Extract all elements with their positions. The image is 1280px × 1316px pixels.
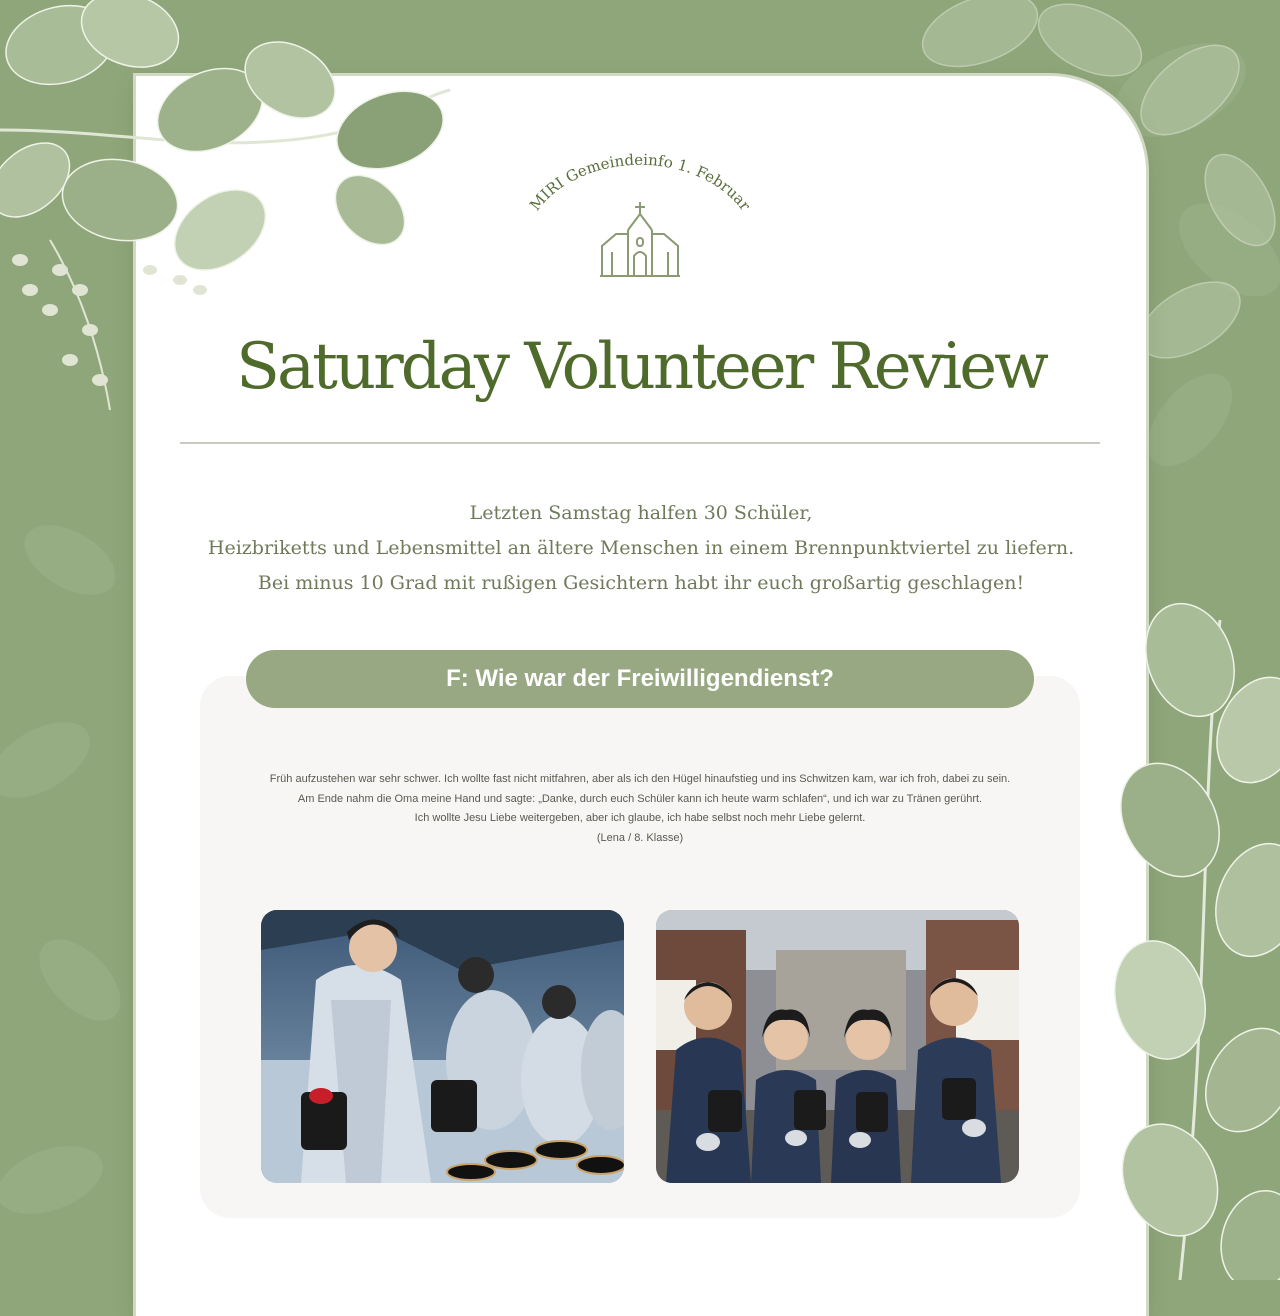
page-title: Saturday Volunteer Review	[236, 330, 1046, 404]
answer-line: Ich wollte Jesu Liebe weitergeben, aber ich glaube, ich habe selbst noch mehr Liebe gelernt.	[414, 812, 866, 824]
answer-text	[200, 770, 1080, 848]
intro-line: Heizbriketts und Lebensmittel an ältere Menschen in einem Brennpunktviertel zu liefern.	[207, 537, 1075, 559]
volunteer-photo-1	[261, 910, 624, 1183]
eucalyptus-branch-right-icon	[1100, 600, 1280, 1280]
intro-text	[136, 496, 1146, 601]
title-divider	[180, 442, 1100, 444]
intro-line: Letzten Samstag halfen 30 Schüler,	[469, 502, 813, 524]
question-pill: F: Wie war der Freiwilligendienst?	[246, 650, 1034, 708]
header-arc-text: MIRI Gemeindeinfo 1. Februar	[526, 150, 755, 215]
answer-line: Am Ende nahm die Oma meine Hand und sagte: „Danke, durch euch Schüler kann ich heute warm schlafen“, und ich war zu Tränen gerührt.	[297, 792, 983, 805]
intro-line: Bei minus 10 Grad mit rußigen Gesichtern habt ihr euch großartig geschlagen!	[257, 572, 1025, 594]
volunteer-photo-2	[656, 910, 1019, 1183]
answer-line: Früh aufzustehen war sehr schwer. Ich wollte fast nicht mitfahren, aber als ich den Hügel hinaufstieg und ins Schwitzen kam, war ich froh, dabei zu sein.	[269, 773, 1011, 785]
answer-author: (Lena / 8. Klasse)	[596, 831, 684, 844]
church-icon	[598, 200, 682, 280]
